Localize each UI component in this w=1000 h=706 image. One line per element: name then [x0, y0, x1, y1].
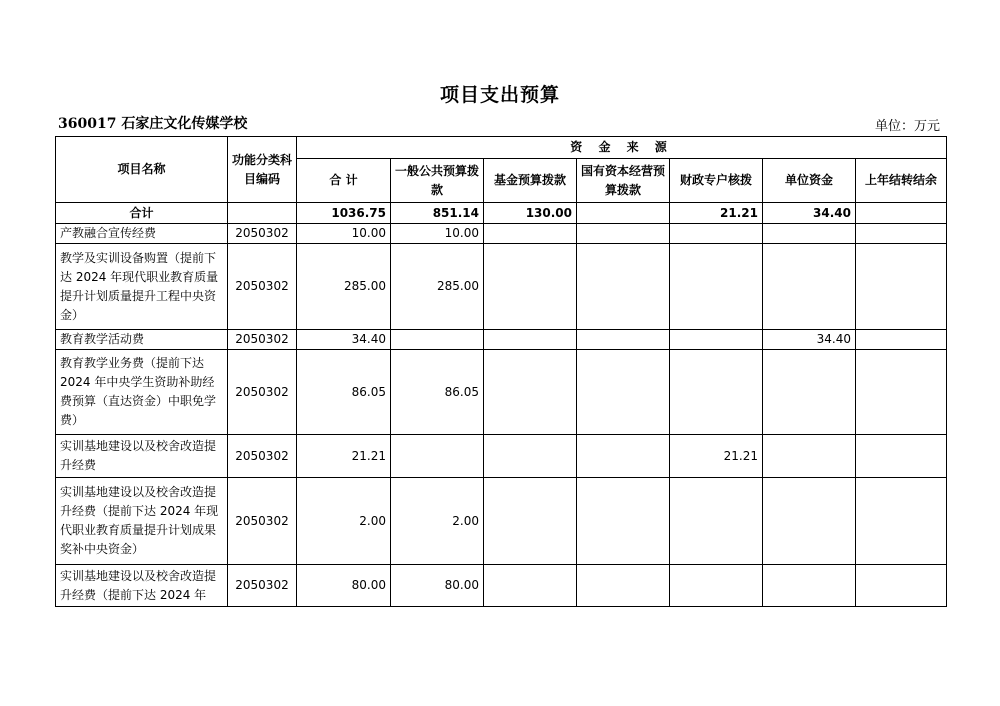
- table-row: [56, 350, 947, 435]
- table-row: [56, 565, 947, 607]
- row-unitfund: [763, 224, 856, 244]
- table-row: [56, 478, 947, 565]
- row-code: 2050302: [228, 350, 297, 435]
- row-fund: [484, 478, 577, 565]
- page-title: 项目支出预算: [439, 84, 560, 106]
- total-label: 合计: [56, 203, 228, 224]
- row-fiscal: [670, 565, 763, 607]
- row-unitfund: [763, 244, 856, 330]
- row-code: 2050302: [228, 330, 297, 350]
- total-code: [228, 203, 297, 224]
- row-carry: [856, 565, 947, 607]
- row-state: [577, 224, 670, 244]
- row-carry: [856, 350, 947, 435]
- row-general: 10.00: [391, 224, 484, 244]
- header-state-capital: 国有资本经营预算拨款: [577, 159, 670, 203]
- row-state: [577, 565, 670, 607]
- header-fund-budget: 基金预算拨款: [484, 159, 577, 203]
- header-total: 合 计: [297, 159, 391, 203]
- row-total: 285.00: [297, 244, 391, 330]
- row-code: 2050302: [228, 244, 297, 330]
- row-general: 80.00: [391, 565, 484, 607]
- row-project-name: 实训基地建设以及校舍改造提升经费（提前下达 2024 年现代职业教育质量提升计划成果奖补中央资金）: [56, 478, 228, 565]
- row-unitfund: [763, 350, 856, 435]
- header-project-name: 项目名称: [56, 137, 228, 203]
- row-general: [391, 435, 484, 478]
- row-project-name: 产教融合宣传经费: [56, 224, 228, 244]
- row-state: [577, 330, 670, 350]
- organization-name: 360017 石家庄文化传媒学校: [58, 116, 248, 132]
- row-unitfund: [763, 478, 856, 565]
- row-total: 21.21: [297, 435, 391, 478]
- total-fiscal: 21.21: [670, 203, 763, 224]
- row-code: 2050302: [228, 435, 297, 478]
- row-code: 2050302: [228, 478, 297, 565]
- total-carry: [856, 203, 947, 224]
- row-general: 285.00: [391, 244, 484, 330]
- row-fiscal: [670, 350, 763, 435]
- row-fiscal: [670, 224, 763, 244]
- row-fund: [484, 224, 577, 244]
- row-project-name: 实训基地建设以及校舍改造提升经费: [56, 435, 228, 478]
- row-state: [577, 350, 670, 435]
- row-code: 2050302: [228, 224, 297, 244]
- budget-table: [55, 136, 947, 607]
- row-carry: [856, 435, 947, 478]
- header-fiscal-account: 财政专户核拨: [670, 159, 763, 203]
- row-carry: [856, 244, 947, 330]
- row-unitfund: 34.40: [763, 330, 856, 350]
- row-fund: [484, 435, 577, 478]
- row-project-name: 教育教学业务费（提前下达 2024 年中央学生资助补助经费预算（直达资金）中职免学费）: [56, 350, 228, 435]
- row-state: [577, 478, 670, 565]
- table-row: [56, 330, 947, 350]
- header-general-budget: 一般公共预算拨款: [391, 159, 484, 203]
- row-fund: [484, 350, 577, 435]
- row-total: 10.00: [297, 224, 391, 244]
- total-general: 851.14: [391, 203, 484, 224]
- row-carry: [856, 478, 947, 565]
- row-state: [577, 435, 670, 478]
- row-general: [391, 330, 484, 350]
- row-fiscal: [670, 478, 763, 565]
- table-row: [56, 244, 947, 330]
- row-unitfund: [763, 435, 856, 478]
- row-general: 2.00: [391, 478, 484, 565]
- row-fund: [484, 565, 577, 607]
- row-fiscal: [670, 244, 763, 330]
- row-fiscal: 21.21: [670, 435, 763, 478]
- row-fiscal: [670, 330, 763, 350]
- row-total: 34.40: [297, 330, 391, 350]
- row-project-name: 实训基地建设以及校舍改造提升经费（提前下达 2024 年: [56, 565, 228, 607]
- header-carryover: 上年结转结余: [856, 159, 947, 203]
- row-project-name: 教学及实训设备购置（提前下达 2024 年现代职业教育质量提升计划质量提升工程中央资金）: [56, 244, 228, 330]
- table-row: [56, 224, 947, 244]
- table-row: [56, 435, 947, 478]
- row-state: [577, 244, 670, 330]
- total-row: [56, 203, 947, 224]
- total-state: [577, 203, 670, 224]
- row-fund: [484, 330, 577, 350]
- header-unit-funds: 单位资金: [763, 159, 856, 203]
- row-unitfund: [763, 565, 856, 607]
- row-general: 86.05: [391, 350, 484, 435]
- row-carry: [856, 224, 947, 244]
- header-fund-sources: 资 金 来 源: [297, 137, 947, 159]
- header-function-code: 功能分类科目编码: [228, 137, 297, 203]
- row-project-name: 教育教学活动费: [56, 330, 228, 350]
- total-unitfund: 34.40: [763, 203, 856, 224]
- row-code: 2050302: [228, 565, 297, 607]
- row-fund: [484, 244, 577, 330]
- row-carry: [856, 330, 947, 350]
- total-amount: 1036.75: [297, 203, 391, 224]
- total-fund: 130.00: [484, 203, 577, 224]
- row-total: 80.00: [297, 565, 391, 607]
- row-total: 2.00: [297, 478, 391, 565]
- unit-label: 单位：万元: [874, 119, 940, 134]
- row-total: 86.05: [297, 350, 391, 435]
